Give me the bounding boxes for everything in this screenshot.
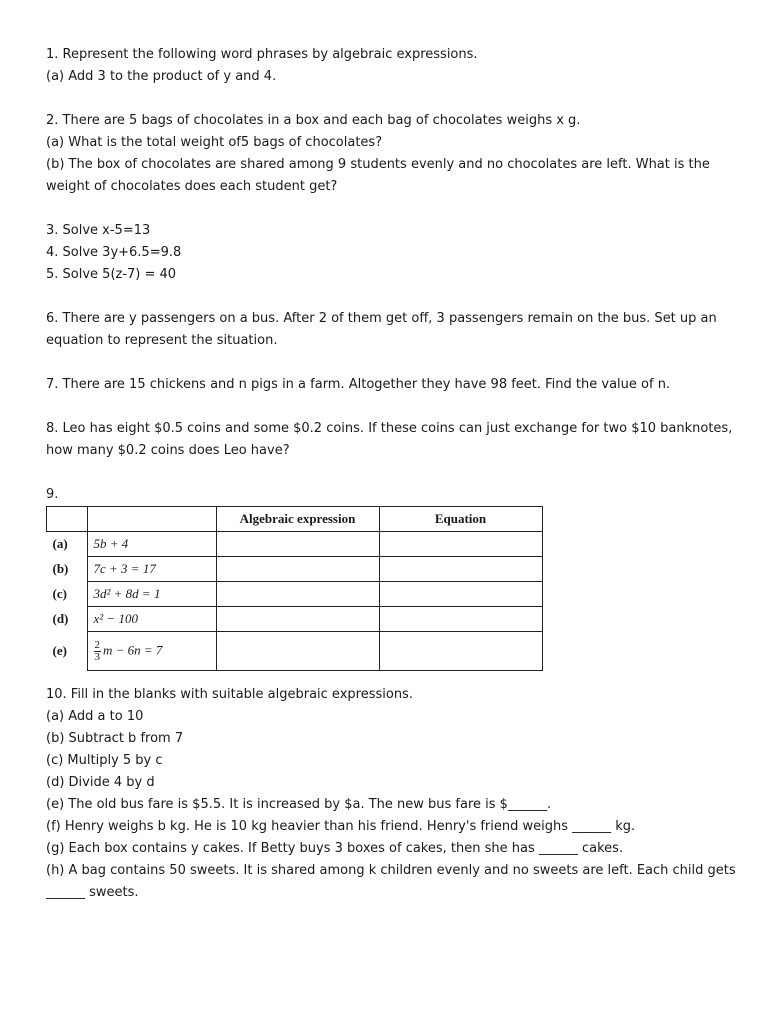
table-header-row <box>47 507 543 532</box>
row-label: (b) <box>52 561 69 576</box>
row-label: (c) <box>52 586 67 601</box>
q8-line1: 8. Leo has eight $0.5 coins and some $0.2 coins. If these coins can just exchange for two $10 banknotes, <box>46 421 733 436</box>
q10-a: (a) Add a to 10 <box>46 709 144 724</box>
q6-line2: equation to represent the situation. <box>46 333 278 348</box>
q4: 4. Solve 3y+6.5=9.8 <box>46 245 182 260</box>
equation-answer-cell[interactable] <box>379 607 542 632</box>
q10-c: (c) Multiply 5 by c <box>46 753 163 768</box>
q3: 3. Solve x-5=13 <box>46 223 151 238</box>
row-expression: 5b + 4 <box>87 532 216 557</box>
row-expression <box>87 632 216 671</box>
row-label: (a) <box>52 536 68 552</box>
q7: 7. There are 15 chickens and n pigs in a farm. Altogether they have 98 feet. Find the value of n. <box>46 377 671 392</box>
row-label: (d) <box>52 611 69 626</box>
q8-line2: how many $0.2 coins does Leo have? <box>46 443 290 458</box>
algebraic-expression-answer-cell[interactable] <box>216 557 379 582</box>
row-label: (e) <box>52 643 67 658</box>
table-row <box>47 582 543 607</box>
algebraic-expression-answer-cell[interactable] <box>216 532 379 557</box>
q10-d: (d) Divide 4 by d <box>46 775 155 790</box>
q10-g: (g) Each box contains y cakes. If Betty buys 3 boxes of cakes, then she has ______ cakes. <box>46 841 624 856</box>
expression-rest: m − 6n = 7 <box>103 641 163 657</box>
fraction <box>94 640 102 663</box>
q2-b-line1: (b) The box of chocolates are shared among 9 students evenly and no chocolates are left. What is the <box>46 157 710 172</box>
q1-a: (a) Add 3 to the product of y and 4. <box>46 69 277 84</box>
row-expression: 3d² + 8d = 1 <box>87 582 216 607</box>
worksheet <box>46 44 736 904</box>
table-row <box>47 532 543 557</box>
q5: 5. Solve 5(z-7) = 40 <box>46 267 177 282</box>
q9-table-wrap <box>46 506 726 670</box>
q9-table <box>46 506 543 671</box>
q10-f: (f) Henry weighs b kg. He is 10 kg heavier than his friend. Henry's friend weighs ______ kg. <box>46 819 636 834</box>
table-row <box>47 557 543 582</box>
q10-h-line1: (h) A bag contains 50 sweets. It is shared among k children evenly and no sweets are left. Each child gets <box>46 863 736 878</box>
table-row <box>47 607 543 632</box>
row-expression: x² − 100 <box>87 607 216 632</box>
q2-b-line2: weight of chocolates does each student get? <box>46 179 338 194</box>
q2-title: 2. There are 5 bags of chocolates in a box and each bag of chocolates weighs x g. <box>46 113 581 128</box>
fraction-denominator: 3 <box>94 650 100 663</box>
equation-answer-cell[interactable] <box>379 582 542 607</box>
q10-h-line2: ______ sweets. <box>46 885 139 900</box>
q1-title: 1. Represent the following word phrases by algebraic expressions. <box>46 47 478 62</box>
table-row <box>47 632 543 671</box>
q2-a: (a) What is the total weight of5 bags of chocolates? <box>46 135 383 150</box>
algebraic-expression-answer-cell[interactable] <box>216 582 379 607</box>
q6-line1: 6. There are y passengers on a bus. After 2 of them get off, 3 passengers remain on the bus. Set up an <box>46 311 717 326</box>
algebraic-expression-answer-cell[interactable] <box>216 607 379 632</box>
equation-answer-cell[interactable] <box>379 557 542 582</box>
q10-e: (e) The old bus fare is $5.5. It is increased by $a. The new bus fare is $______. <box>46 797 552 812</box>
header-algebraic-expression: Algebraic expression <box>216 507 379 532</box>
q10-b: (b) Subtract b from 7 <box>46 731 184 746</box>
q9-number: 9. <box>46 487 59 502</box>
algebraic-expression-answer-cell[interactable] <box>216 632 379 671</box>
equation-answer-cell[interactable] <box>379 632 542 671</box>
q10-title: 10. Fill in the blanks with suitable algebraic expressions. <box>46 687 413 702</box>
fraction-numerator: 2 <box>94 638 100 651</box>
row-expression: 7c + 3 = 17 <box>87 557 216 582</box>
header-equation: Equation <box>379 507 542 532</box>
equation-answer-cell[interactable] <box>379 532 542 557</box>
